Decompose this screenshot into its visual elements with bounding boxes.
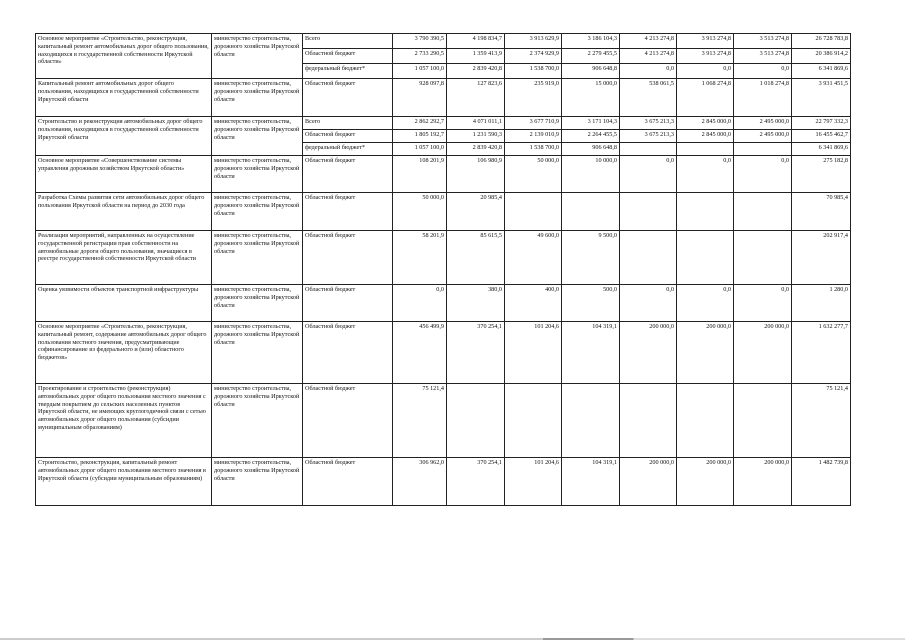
amount-cell: 3 677 710,9: [505, 117, 562, 130]
amount-cell: 101 204,6: [505, 322, 562, 384]
amount-cell: 0,0: [677, 285, 734, 322]
funding-source-cell: Областной бюджет: [303, 193, 393, 231]
amount-cell: 0,0: [620, 64, 677, 79]
amount-cell: 0,0: [620, 285, 677, 322]
amount-cell: 200 000,0: [620, 322, 677, 384]
amount-cell: 200 000,0: [620, 458, 677, 506]
funding-source-cell: Областной бюджет: [303, 156, 393, 193]
activity-description: Реализация мероприятий, направленных на осуществление государственной регистрации прав собственности на автомобильные дороги общего пользования, значащиеся в реестре государственной собственности Иркутской области: [36, 231, 212, 285]
amount-cell: 127 823,6: [447, 79, 505, 117]
table-row: [36, 231, 851, 285]
amount-cell: 0,0: [734, 285, 792, 322]
amount-cell: 3 790 390,5: [393, 34, 447, 49]
executor-cell: министерство строительства, дорожного хозяйства Иркутской области: [212, 231, 303, 285]
table-row: [36, 285, 851, 322]
table-row: [36, 193, 851, 231]
total-amount-cell: 3 931 451,5: [792, 79, 851, 117]
total-amount-cell: 275 182,8: [792, 156, 851, 193]
amount-cell: 370 254,1: [447, 322, 505, 384]
amount-cell: 0,0: [677, 156, 734, 193]
amount-cell: 10 000,0: [562, 156, 620, 193]
table-row: [36, 34, 851, 49]
amount-cell: [734, 231, 792, 285]
amount-cell: 4 213 274,8: [620, 34, 677, 49]
executor-cell: министерство строительства, дорожного хозяйства Иркутской области: [212, 322, 303, 384]
table-row: [36, 322, 851, 384]
activity-description: Строительство и реконструкция автомобильных дорог общего пользования, находящихся в государственной собственности Иркутской области: [36, 117, 212, 156]
amount-cell: 3 513 274,8: [734, 34, 792, 49]
amount-cell: [505, 193, 562, 231]
amount-cell: 2 495 000,0: [734, 117, 792, 130]
amount-cell: 49 600,0: [505, 231, 562, 285]
activity-description: Капитальный ремонт автомобильных дорог общего пользования, находящихся в государственной собственности Иркутской области: [36, 79, 212, 117]
amount-cell: 75 121,4: [393, 384, 447, 458]
amount-cell: 906 648,8: [562, 64, 620, 79]
amount-cell: [734, 143, 792, 156]
amount-cell: 2 839 420,8: [447, 64, 505, 79]
amount-cell: 200 000,0: [734, 458, 792, 506]
amount-cell: [505, 384, 562, 458]
amount-cell: 0,0: [393, 285, 447, 322]
amount-cell: 3 913 629,9: [505, 34, 562, 49]
amount-cell: 104 319,1: [562, 458, 620, 506]
amount-cell: 2 733 290,5: [393, 49, 447, 64]
amount-cell: 538 061,5: [620, 79, 677, 117]
amount-cell: 2 139 010,9: [505, 130, 562, 143]
amount-cell: 4 213 274,8: [620, 49, 677, 64]
table-row: [36, 117, 851, 130]
amount-cell: 2 374 929,9: [505, 49, 562, 64]
amount-cell: 2 862 292,7: [393, 117, 447, 130]
funding-source-cell: Областной бюджет: [303, 49, 393, 64]
funding-source-cell: Областной бюджет: [303, 285, 393, 322]
funding-source-cell: Всего: [303, 34, 393, 49]
amount-cell: 370 254,1: [447, 458, 505, 506]
amount-cell: 0,0: [734, 64, 792, 79]
amount-cell: 500,0: [562, 285, 620, 322]
amount-cell: [677, 193, 734, 231]
executor-cell: министерство строительства, дорожного хозяйства Иркутской области: [212, 458, 303, 506]
amount-cell: 0,0: [677, 64, 734, 79]
executor-cell: министерство строительства, дорожного хозяйства Иркутской области: [212, 34, 303, 79]
executor-cell: министерство строительства, дорожного хозяйства Иркутской области: [212, 117, 303, 156]
total-amount-cell: 1 280,0: [792, 285, 851, 322]
amount-cell: 3 913 274,8: [677, 49, 734, 64]
budget-table: [35, 33, 851, 506]
amount-cell: 1 231 590,3: [447, 130, 505, 143]
total-amount-cell: 26 728 783,8: [792, 34, 851, 49]
amount-cell: 2 264 455,5: [562, 130, 620, 143]
amount-cell: 2 839 420,8: [447, 143, 505, 156]
amount-cell: [447, 384, 505, 458]
total-amount-cell: 6 341 869,6: [792, 64, 851, 79]
amount-cell: 1 538 700,0: [505, 64, 562, 79]
amount-cell: [677, 384, 734, 458]
amount-cell: 1 805 192,7: [393, 130, 447, 143]
amount-cell: 2 845 000,0: [677, 117, 734, 130]
executor-cell: министерство строительства, дорожного хозяйства Иркутской области: [212, 384, 303, 458]
amount-cell: 235 919,0: [505, 79, 562, 117]
executor-cell: министерство строительства, дорожного хозяйства Иркутской области: [212, 79, 303, 117]
total-amount-cell: 6 341 869,6: [792, 143, 851, 156]
total-amount-cell: 20 386 914,2: [792, 49, 851, 64]
executor-cell: министерство строительства, дорожного хозяйства Иркутской области: [212, 193, 303, 231]
funding-source-cell: Областной бюджет: [303, 458, 393, 506]
funding-source-cell: Областной бюджет: [303, 322, 393, 384]
amount-cell: 200 000,0: [677, 322, 734, 384]
activity-description: Основное мероприятие «Строительство, реконструкция, капитальный ремонт автомобильных дорог общего пользования, находящихся в государственной собственности Иркутской области»: [36, 34, 212, 79]
amount-cell: 1 359 413,9: [447, 49, 505, 64]
executor-cell: министерство строительства, дорожного хозяйства Иркутской области: [212, 285, 303, 322]
budget-table-body: [36, 34, 851, 506]
amount-cell: [620, 193, 677, 231]
table-row: [36, 156, 851, 193]
amount-cell: [562, 193, 620, 231]
amount-cell: 3 675 213,3: [620, 130, 677, 143]
total-amount-cell: 16 455 462,7: [792, 130, 851, 143]
table-row: [36, 384, 851, 458]
activity-description: Основное мероприятие «Совершенствование системы управления дорожным хозяйством Иркутской области»: [36, 156, 212, 193]
amount-cell: 1 057 100,0: [393, 143, 447, 156]
amount-cell: 1 018 274,8: [734, 79, 792, 117]
amount-cell: 906 648,8: [562, 143, 620, 156]
funding-source-cell: Областной бюджет: [303, 231, 393, 285]
amount-cell: 106 980,9: [447, 156, 505, 193]
amount-cell: [620, 143, 677, 156]
amount-cell: 1 057 100,0: [393, 64, 447, 79]
amount-cell: 0,0: [620, 156, 677, 193]
amount-cell: 58 201,9: [393, 231, 447, 285]
amount-cell: [562, 384, 620, 458]
amount-cell: 2 495 000,0: [734, 130, 792, 143]
funding-source-cell: Областной бюджет: [303, 384, 393, 458]
amount-cell: 2 845 000,0: [677, 130, 734, 143]
executor-cell: министерство строительства, дорожного хозяйства Иркутской области: [212, 156, 303, 193]
amount-cell: 200 000,0: [677, 458, 734, 506]
amount-cell: 0,0: [734, 156, 792, 193]
amount-cell: 85 615,5: [447, 231, 505, 285]
amount-cell: [734, 384, 792, 458]
amount-cell: 400,0: [505, 285, 562, 322]
amount-cell: 2 279 455,5: [562, 49, 620, 64]
activity-description: Основное мероприятие «Строительство, реконструкция, капитальный ремонт, содержание автомобильных дорог общего пользования местного значения, предусматривающие софинансирование из федерального и (или) областного бюджетов»: [36, 322, 212, 384]
activity-description: Проектирование и строительство (реконструкция) автомобильных дорог общего пользования местного значения с твердым покрытием до сельских населенных пунктов Иркутской области, не имеющих круглогодичной связи с сетью автомобильных дорог общего пользования (субсидии муниципальным образованиям): [36, 384, 212, 458]
amount-cell: 20 985,4: [447, 193, 505, 231]
amount-cell: 928 097,8: [393, 79, 447, 117]
amount-cell: 3 186 104,3: [562, 34, 620, 49]
amount-cell: [734, 193, 792, 231]
amount-cell: 3 675 213,3: [620, 117, 677, 130]
funding-source-cell: Областной бюджет: [303, 130, 393, 143]
amount-cell: 3 913 274,8: [677, 34, 734, 49]
amount-cell: 15 000,0: [562, 79, 620, 117]
total-amount-cell: 75 121,4: [792, 384, 851, 458]
activity-description: Строительство, реконструкция, капитальный ремонт автомобильных дорог общего пользования местного значения в Иркутской области (субсидии муниципальным образованиям): [36, 458, 212, 506]
amount-cell: 50 000,0: [505, 156, 562, 193]
amount-cell: [677, 231, 734, 285]
total-amount-cell: 1 482 739,8: [792, 458, 851, 506]
amount-cell: 4 071 011,1: [447, 117, 505, 130]
amount-cell: [677, 143, 734, 156]
amount-cell: 50 000,0: [393, 193, 447, 231]
total-amount-cell: 202 917,4: [792, 231, 851, 285]
amount-cell: 108 201,9: [393, 156, 447, 193]
amount-cell: 456 499,9: [393, 322, 447, 384]
funding-source-cell: Областной бюджет: [303, 79, 393, 117]
amount-cell: 1 538 700,0: [505, 143, 562, 156]
amount-cell: 3 513 274,8: [734, 49, 792, 64]
table-row: [36, 79, 851, 117]
funding-source-cell: Всего: [303, 117, 393, 130]
table-row: [36, 458, 851, 506]
amount-cell: 104 319,1: [562, 322, 620, 384]
funding-source-cell: федеральный бюджет*: [303, 64, 393, 79]
funding-source-cell: федеральный бюджет*: [303, 143, 393, 156]
activity-description: Оценка уязвимости объектов транспортной инфраструктуры: [36, 285, 212, 322]
amount-cell: 101 204,6: [505, 458, 562, 506]
amount-cell: 306 962,0: [393, 458, 447, 506]
amount-cell: 200 000,0: [734, 322, 792, 384]
amount-cell: [620, 384, 677, 458]
total-amount-cell: 22 797 332,3: [792, 117, 851, 130]
amount-cell: 4 198 834,7: [447, 34, 505, 49]
amount-cell: 1 068 274,8: [677, 79, 734, 117]
total-amount-cell: 1 632 277,7: [792, 322, 851, 384]
amount-cell: 380,0: [447, 285, 505, 322]
amount-cell: [620, 231, 677, 285]
activity-description: Разработка Схемы развития сети автомобильных дорог общего пользования Иркутской области на период до 2030 года: [36, 193, 212, 231]
amount-cell: 3 171 104,3: [562, 117, 620, 130]
amount-cell: 9 500,0: [562, 231, 620, 285]
total-amount-cell: 70 985,4: [792, 193, 851, 231]
